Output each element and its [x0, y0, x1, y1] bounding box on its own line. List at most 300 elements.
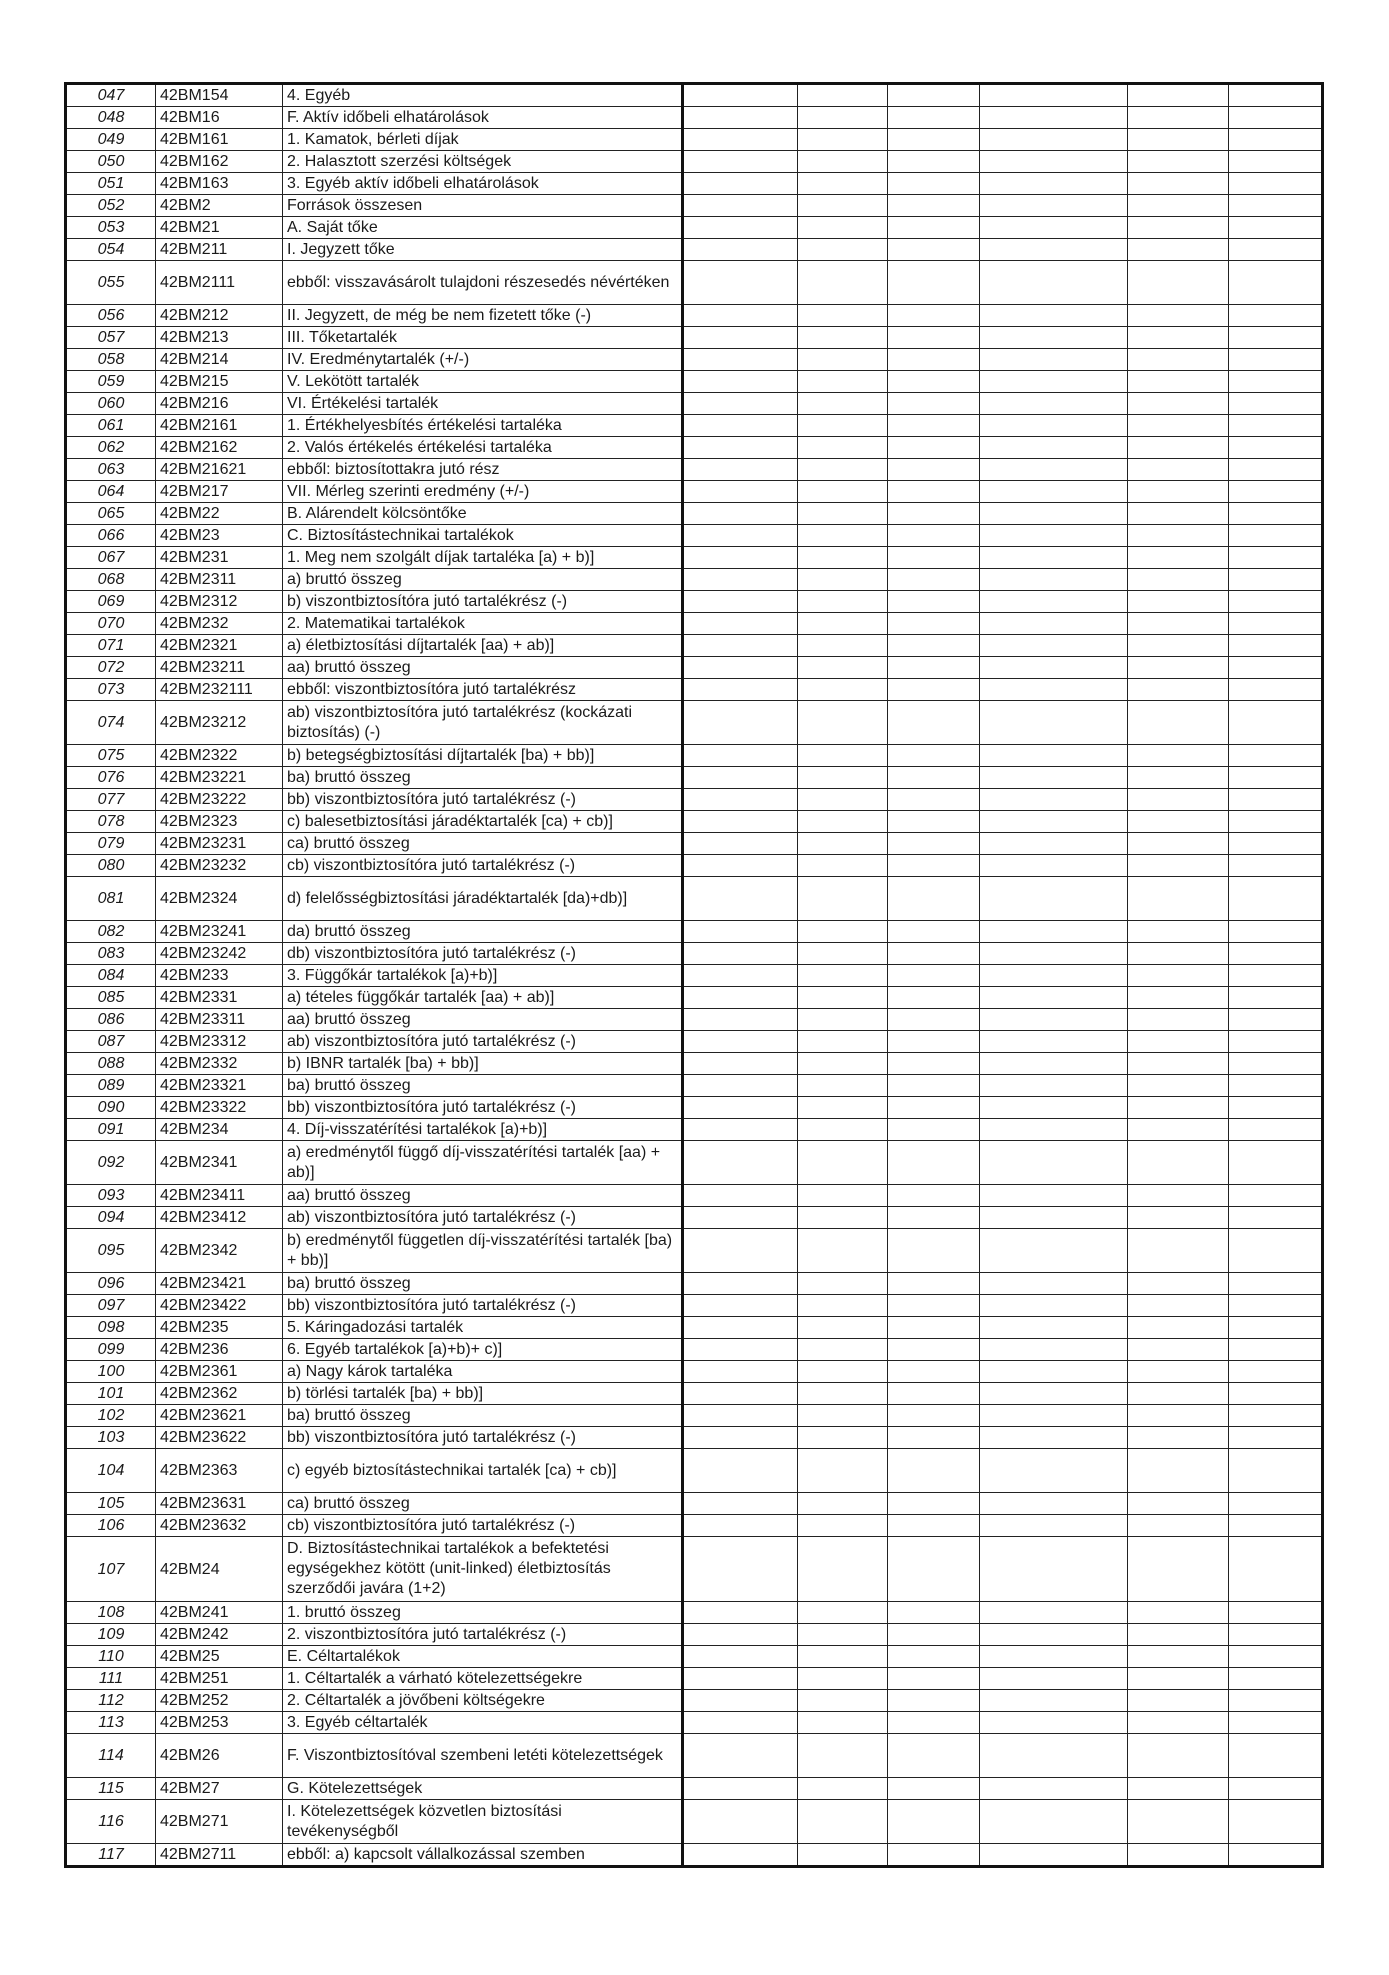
value-cell [1229, 1712, 1323, 1734]
value-cell [1229, 129, 1323, 151]
value-cell [683, 1646, 798, 1668]
value-cell [1128, 701, 1229, 745]
value-cell [888, 1712, 980, 1734]
value-cell [683, 1075, 798, 1097]
value-cell [683, 1339, 798, 1361]
value-cell [683, 1537, 798, 1602]
value-cell [683, 1778, 798, 1800]
table-row [66, 1537, 1323, 1602]
value-cell [888, 789, 980, 811]
row-code: 42BM27 [156, 1778, 283, 1800]
value-cell [798, 195, 888, 217]
row-description: 3. Egyéb aktív időbeli elhatárolások [283, 173, 683, 195]
row-code: 42BM24 [156, 1537, 283, 1602]
value-cell [798, 481, 888, 503]
value-cell [888, 107, 980, 129]
row-description: VI. Értékelési tartalék [283, 393, 683, 415]
row-number: 104 [66, 1449, 156, 1493]
value-cell [683, 415, 798, 437]
row-number: 091 [66, 1119, 156, 1141]
value-cell [798, 437, 888, 459]
value-cell [798, 1075, 888, 1097]
row-code: 42BM232 [156, 613, 283, 635]
value-cell [980, 635, 1128, 657]
value-cell [798, 84, 888, 107]
value-cell [683, 195, 798, 217]
value-cell [888, 1075, 980, 1097]
row-number: 090 [66, 1097, 156, 1119]
row-description: ba) bruttó összeg [283, 1273, 683, 1295]
value-cell [980, 1427, 1128, 1449]
value-cell [888, 1295, 980, 1317]
value-cell [683, 525, 798, 547]
row-number: 051 [66, 173, 156, 195]
row-number: 112 [66, 1690, 156, 1712]
row-number: 058 [66, 349, 156, 371]
value-cell [980, 1097, 1128, 1119]
value-cell [1229, 1031, 1323, 1053]
value-cell [798, 789, 888, 811]
row-number: 072 [66, 657, 156, 679]
value-cell [1128, 459, 1229, 481]
row-code: 42BM236 [156, 1339, 283, 1361]
value-cell [798, 1317, 888, 1339]
table-row [66, 1844, 1323, 1867]
row-number: 047 [66, 84, 156, 107]
table-row [66, 1624, 1323, 1646]
row-number: 053 [66, 217, 156, 239]
value-cell [1229, 569, 1323, 591]
row-number: 056 [66, 305, 156, 327]
value-cell [1229, 1624, 1323, 1646]
value-cell [1128, 789, 1229, 811]
value-cell [980, 1602, 1128, 1624]
row-number: 088 [66, 1053, 156, 1075]
value-cell [1229, 635, 1323, 657]
value-cell [1229, 371, 1323, 393]
row-code: 42BM241 [156, 1602, 283, 1624]
value-cell [1128, 1141, 1229, 1185]
row-number: 075 [66, 745, 156, 767]
value-cell [798, 591, 888, 613]
row-description: C. Biztosítástechnikai tartalékok [283, 525, 683, 547]
table-row [66, 657, 1323, 679]
row-description: 1. Céltartalék a várható kötelezettségekre [283, 1668, 683, 1690]
table-row [66, 1712, 1323, 1734]
value-cell [1128, 84, 1229, 107]
value-cell [888, 1141, 980, 1185]
table-row [66, 327, 1323, 349]
value-cell [798, 569, 888, 591]
row-code: 42BM2342 [156, 1229, 283, 1273]
value-cell [888, 833, 980, 855]
row-code: 42BM23232 [156, 855, 283, 877]
row-number: 100 [66, 1361, 156, 1383]
table-row [66, 1383, 1323, 1405]
value-cell [1229, 591, 1323, 613]
value-cell [798, 1097, 888, 1119]
value-cell [683, 1097, 798, 1119]
value-cell [1128, 1537, 1229, 1602]
value-cell [683, 371, 798, 393]
value-cell [798, 503, 888, 525]
table-row [66, 151, 1323, 173]
value-cell [888, 1734, 980, 1778]
value-cell [683, 1229, 798, 1273]
row-description: ba) bruttó összeg [283, 1405, 683, 1427]
value-cell [683, 173, 798, 195]
value-cell [888, 393, 980, 415]
value-cell [888, 1537, 980, 1602]
row-number: 079 [66, 833, 156, 855]
value-cell [888, 547, 980, 569]
row-description: ab) viszontbiztosítóra jutó tartalékrész (-) [283, 1207, 683, 1229]
row-code: 42BM2332 [156, 1053, 283, 1075]
row-description: b) törlési tartalék [ba) + bb)] [283, 1383, 683, 1405]
value-cell [683, 1317, 798, 1339]
row-number: 085 [66, 987, 156, 1009]
table-row [66, 371, 1323, 393]
table-row [66, 1229, 1323, 1273]
row-description: 2. Valós értékelés értékelési tartaléka [283, 437, 683, 459]
value-cell [980, 987, 1128, 1009]
row-code: 42BM2161 [156, 415, 283, 437]
value-cell [798, 1537, 888, 1602]
value-cell [980, 1119, 1128, 1141]
value-cell [798, 613, 888, 635]
value-cell [798, 1778, 888, 1800]
row-code: 42BM23 [156, 525, 283, 547]
value-cell [1229, 1844, 1323, 1867]
value-cell [888, 261, 980, 305]
row-number: 060 [66, 393, 156, 415]
value-cell [980, 1405, 1128, 1427]
row-number: 050 [66, 151, 156, 173]
value-cell [1128, 261, 1229, 305]
row-description: cb) viszontbiztosítóra jutó tartalékrész (-) [283, 855, 683, 877]
row-code: 42BM161 [156, 129, 283, 151]
value-cell [683, 393, 798, 415]
value-cell [683, 1207, 798, 1229]
value-cell [1128, 1427, 1229, 1449]
row-description: a) bruttó összeg [283, 569, 683, 591]
value-cell [1229, 1734, 1323, 1778]
value-cell [1229, 1646, 1323, 1668]
row-number: 089 [66, 1075, 156, 1097]
row-description: 2. viszontbiztosítóra jutó tartalékrész (-) [283, 1624, 683, 1646]
row-code: 42BM2331 [156, 987, 283, 1009]
value-cell [888, 129, 980, 151]
row-code: 42BM22 [156, 503, 283, 525]
value-cell [1128, 679, 1229, 701]
value-cell [798, 657, 888, 679]
value-cell [798, 1624, 888, 1646]
value-cell [888, 855, 980, 877]
value-cell [888, 877, 980, 921]
value-cell [1128, 1844, 1229, 1867]
value-cell [798, 1119, 888, 1141]
value-cell [683, 1361, 798, 1383]
value-cell [980, 1668, 1128, 1690]
value-cell [980, 921, 1128, 943]
value-cell [798, 547, 888, 569]
value-cell [1229, 855, 1323, 877]
table-row [66, 1075, 1323, 1097]
value-cell [1128, 547, 1229, 569]
value-cell [888, 371, 980, 393]
value-cell [798, 393, 888, 415]
row-number: 108 [66, 1602, 156, 1624]
row-code: 42BM23311 [156, 1009, 283, 1031]
value-cell [683, 569, 798, 591]
table-row [66, 84, 1323, 107]
table-row [66, 1515, 1323, 1537]
value-cell [798, 305, 888, 327]
value-cell [888, 1031, 980, 1053]
value-cell [980, 525, 1128, 547]
row-code: 42BM2322 [156, 745, 283, 767]
value-cell [1128, 1185, 1229, 1207]
value-cell [980, 459, 1128, 481]
value-cell [798, 1427, 888, 1449]
value-cell [1128, 1668, 1229, 1690]
table-row [66, 877, 1323, 921]
value-cell [1229, 701, 1323, 745]
value-cell [798, 349, 888, 371]
value-cell [683, 701, 798, 745]
value-cell [1229, 679, 1323, 701]
row-code: 42BM23631 [156, 1493, 283, 1515]
value-cell [798, 1690, 888, 1712]
row-number: 095 [66, 1229, 156, 1273]
row-number: 083 [66, 943, 156, 965]
value-cell [980, 129, 1128, 151]
value-cell [1229, 459, 1323, 481]
value-cell [1128, 767, 1229, 789]
value-cell [1229, 1361, 1323, 1383]
table-row [66, 1493, 1323, 1515]
value-cell [1229, 261, 1323, 305]
value-cell [888, 173, 980, 195]
value-cell [1128, 1624, 1229, 1646]
value-cell [683, 1141, 798, 1185]
row-description: a) tételes függőkár tartalék [aa) + ab)] [283, 987, 683, 1009]
row-number: 048 [66, 107, 156, 129]
value-cell [888, 701, 980, 745]
table-row [66, 1734, 1323, 1778]
row-number: 054 [66, 239, 156, 261]
row-description: da) bruttó összeg [283, 921, 683, 943]
value-cell [888, 1405, 980, 1427]
row-code: 42BM23211 [156, 657, 283, 679]
value-cell [980, 745, 1128, 767]
value-cell [1229, 1141, 1323, 1185]
value-cell [1229, 1097, 1323, 1119]
value-cell [1128, 943, 1229, 965]
value-cell [1128, 173, 1229, 195]
value-cell [888, 415, 980, 437]
value-cell [1128, 657, 1229, 679]
value-cell [1128, 1690, 1229, 1712]
row-description: 1. bruttó összeg [283, 1602, 683, 1624]
row-code: 42BM23411 [156, 1185, 283, 1207]
value-cell [798, 525, 888, 547]
value-cell [683, 811, 798, 833]
row-code: 42BM2363 [156, 1449, 283, 1493]
row-code: 42BM21621 [156, 459, 283, 481]
value-cell [888, 635, 980, 657]
value-cell [683, 679, 798, 701]
value-cell [798, 1712, 888, 1734]
value-cell [683, 635, 798, 657]
value-cell [888, 327, 980, 349]
table-row [66, 1339, 1323, 1361]
table-row [66, 349, 1323, 371]
value-cell [1128, 1602, 1229, 1624]
value-cell [1229, 239, 1323, 261]
value-cell [1229, 1515, 1323, 1537]
value-cell [683, 239, 798, 261]
value-cell [980, 1734, 1128, 1778]
value-cell [888, 965, 980, 987]
row-number: 061 [66, 415, 156, 437]
value-cell [683, 767, 798, 789]
row-code: 42BM23621 [156, 1405, 283, 1427]
table-row [66, 701, 1323, 745]
value-cell [1229, 1207, 1323, 1229]
value-cell [683, 877, 798, 921]
row-description: VII. Mérleg szerinti eredmény (+/-) [283, 481, 683, 503]
table-row [66, 1097, 1323, 1119]
value-cell [888, 1427, 980, 1449]
row-description: I. Jegyzett tőke [283, 239, 683, 261]
value-cell [798, 1405, 888, 1427]
row-number: 063 [66, 459, 156, 481]
value-cell [980, 1515, 1128, 1537]
row-number: 116 [66, 1800, 156, 1844]
value-cell [980, 1185, 1128, 1207]
value-cell [980, 877, 1128, 921]
value-cell [798, 877, 888, 921]
row-description: Források összesen [283, 195, 683, 217]
row-number: 105 [66, 1493, 156, 1515]
value-cell [683, 305, 798, 327]
value-cell [1229, 943, 1323, 965]
row-number: 062 [66, 437, 156, 459]
value-cell [888, 1207, 980, 1229]
value-cell [980, 701, 1128, 745]
value-cell [1229, 547, 1323, 569]
row-number: 066 [66, 525, 156, 547]
value-cell [1128, 1295, 1229, 1317]
row-description: aa) bruttó összeg [283, 1185, 683, 1207]
table-row [66, 217, 1323, 239]
table-row [66, 547, 1323, 569]
value-cell [980, 613, 1128, 635]
row-number: 068 [66, 569, 156, 591]
value-cell [980, 811, 1128, 833]
row-code: 42BM2362 [156, 1383, 283, 1405]
table-row [66, 1800, 1323, 1844]
row-code: 42BM2312 [156, 591, 283, 613]
value-cell [888, 195, 980, 217]
row-code: 42BM21 [156, 217, 283, 239]
table-row [66, 1119, 1323, 1141]
value-cell [888, 613, 980, 635]
row-number: 082 [66, 921, 156, 943]
row-number: 064 [66, 481, 156, 503]
row-number: 052 [66, 195, 156, 217]
value-cell [1128, 371, 1229, 393]
value-cell [888, 1361, 980, 1383]
row-number: 055 [66, 261, 156, 305]
value-cell [1229, 1690, 1323, 1712]
row-code: 42BM213 [156, 327, 283, 349]
value-cell [1128, 129, 1229, 151]
row-description: aa) bruttó összeg [283, 657, 683, 679]
value-cell [888, 1229, 980, 1273]
row-description: ba) bruttó összeg [283, 1075, 683, 1097]
value-cell [980, 1712, 1128, 1734]
row-code: 42BM16 [156, 107, 283, 129]
value-cell [798, 1185, 888, 1207]
value-cell [683, 1449, 798, 1493]
row-code: 42BM242 [156, 1624, 283, 1646]
value-cell [1229, 1185, 1323, 1207]
row-code: 42BM23412 [156, 1207, 283, 1229]
row-description: ca) bruttó összeg [283, 1493, 683, 1515]
table-row [66, 1668, 1323, 1690]
value-cell [683, 1427, 798, 1449]
value-cell [1229, 1427, 1323, 1449]
row-code: 42BM2361 [156, 1361, 283, 1383]
row-code: 42BM26 [156, 1734, 283, 1778]
value-cell [980, 789, 1128, 811]
table-row [66, 1185, 1323, 1207]
row-code: 42BM163 [156, 173, 283, 195]
value-cell [798, 1295, 888, 1317]
value-cell [1229, 1075, 1323, 1097]
value-cell [683, 1624, 798, 1646]
table-row [66, 1449, 1323, 1493]
value-cell [798, 1493, 888, 1515]
table-row [66, 921, 1323, 943]
value-cell [1128, 393, 1229, 415]
value-cell [1229, 503, 1323, 525]
table-row [66, 591, 1323, 613]
row-description: ab) viszontbiztosítóra jutó tartalékrész (-) [283, 1031, 683, 1053]
value-cell [888, 1844, 980, 1867]
value-cell [798, 173, 888, 195]
value-cell [683, 151, 798, 173]
value-cell [980, 305, 1128, 327]
value-cell [1128, 1712, 1229, 1734]
row-description: bb) viszontbiztosítóra jutó tartalékrész (-) [283, 1097, 683, 1119]
value-cell [888, 349, 980, 371]
value-cell [980, 679, 1128, 701]
value-cell [683, 1185, 798, 1207]
value-cell [1128, 613, 1229, 635]
row-code: 42BM2324 [156, 877, 283, 921]
value-cell [798, 855, 888, 877]
row-description: 5. Káringadozási tartalék [283, 1317, 683, 1339]
table-row [66, 415, 1323, 437]
value-cell [888, 305, 980, 327]
table-row [66, 767, 1323, 789]
value-cell [683, 591, 798, 613]
value-cell [1229, 789, 1323, 811]
table-row [66, 525, 1323, 547]
